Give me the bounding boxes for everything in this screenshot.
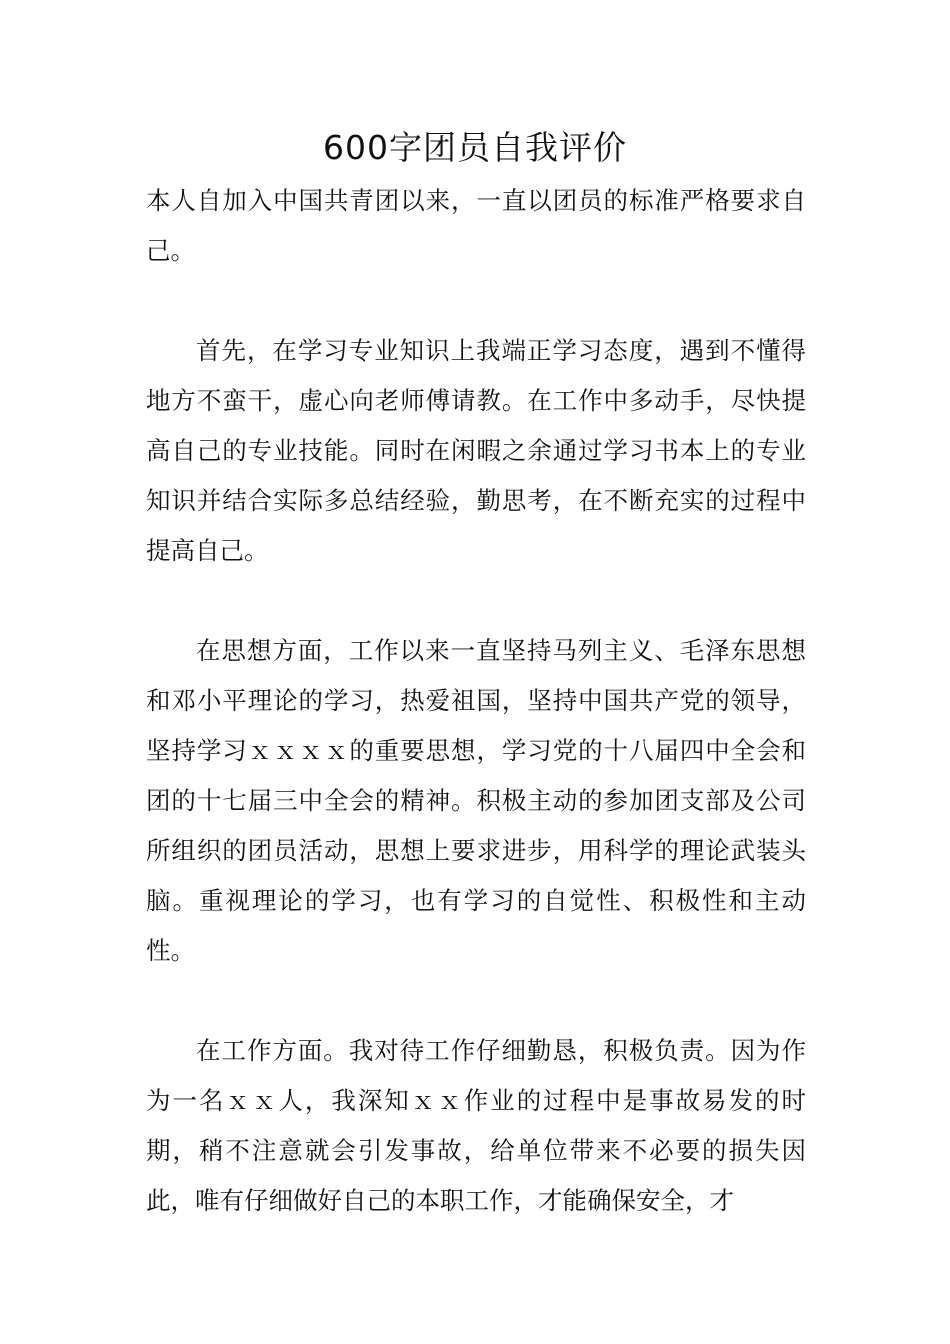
document-body xyxy=(146,176,806,1226)
paragraph-spacer xyxy=(146,576,806,626)
paragraph-spacer xyxy=(146,276,806,326)
paragraph-intro: 本人自加入中国共青团以来，一直以团员的标准严格要求自己。 xyxy=(146,186,806,265)
paragraph-work: 在工作方面。我对待工作仔细勤恳，积极负责。因为作为一名ｘｘ人，我深知ｘｘ作业的过程中是事故易发的时期，稍不注意就会引发事故，给单位带来不必要的损失因此，唯有仔细做好自己的本职工作，才能确保安全，才 xyxy=(146,1036,806,1215)
paragraph-spacer xyxy=(146,976,806,1026)
document-title: 600字团员自我评价 xyxy=(323,128,627,167)
paragraph-thought: 在思想方面，工作以来一直坚持马列主义、毛泽东思想和邓小平理论的学习，热爱祖国，坚持中国共产党的领导，坚持学习ｘｘｘｘ的重要思想，学习党的十八届四中全会和团的十七届三中全会的精神。积极主动的参加团支部及公司所组织的团员活动，思想上要求进步，用科学的理论武装头脑。重视理论的学习，也有学习的自觉性、积极性和主动性。 xyxy=(146,636,806,965)
paragraph-study: 首先，在学习专业知识上我端正学习态度，遇到不懂得地方不蛮干，虚心向老师傅请教。在工作中多动手，尽快提高自己的专业技能。同时在闲暇之余通过学习书本上的专业知识并结合实际多总结经验，勤思考，在不断充实的过程中提高自己。 xyxy=(146,336,806,565)
